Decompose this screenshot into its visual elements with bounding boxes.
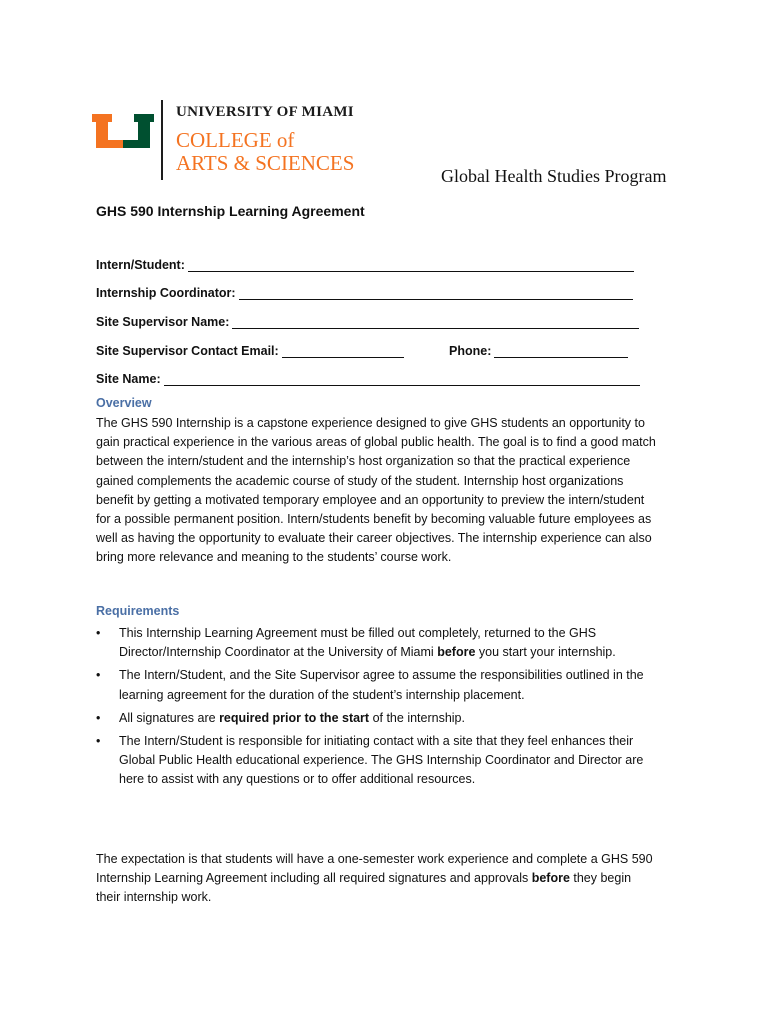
- bullet-icon: •: [96, 626, 101, 640]
- college-name-line1: COLLEGE of: [176, 128, 295, 152]
- logo-base-green: [123, 140, 150, 148]
- logo-divider: [161, 100, 163, 180]
- bullet-icon: •: [96, 710, 101, 725]
- overview-paragraph: The GHS 590 Internship is a capstone experience designed to give GHS students an opportunity to gain practical experience in the various areas of global public health. The goal is to find a good match between the intern/student and the internship’s host organization so that the practical experience gained complements the academic course of study of the student. Internship host organizations benefit by getting a motivated temporary employee and an opportunity to preview the intern/student for a possible permanent position. Intern/students benefit by becoming valuable future employees as well as having the opportunity to evaluate their career objectives. The internship experience can also bring more relevance and meaning to the students’ course work.: [96, 416, 656, 565]
- overview-heading: Overview: [96, 396, 152, 410]
- site-supervisor-name-field: [96, 311, 639, 329]
- list-item: • All signatures are required prior to the start of the internship.: [96, 709, 656, 728]
- list-item: • The Intern/Student is responsible for initiating contact with a site that they feel enhances their Global Public Health educational experience. The GHS Internship Coordinator and Director are here to assist with any questions or to offer additional resources.: [96, 733, 644, 787]
- site-name-line[interactable]: [164, 371, 640, 386]
- university-u-logo: [92, 110, 154, 150]
- phone-field: [449, 340, 628, 358]
- intern-student-field: [96, 254, 634, 272]
- internship-coordinator-label: Internship Coordinator:: [96, 286, 236, 300]
- logo-base-orange: [96, 140, 123, 148]
- program-name: Global Health Studies Program: [441, 166, 667, 186]
- supervisor-email-line[interactable]: [282, 343, 404, 358]
- site-name-label: Site Name:: [96, 372, 161, 386]
- phone-label: Phone:: [449, 344, 492, 358]
- requirements-heading: Requirements: [96, 604, 180, 618]
- list-item: • The Intern/Student, and the Site Supervisor agree to assume the responsibilities outlined in the learning agreement for the duration of the student’s internship placement.: [96, 668, 644, 702]
- requirements-list: [96, 624, 656, 793]
- college-name-line2: ARTS & SCIENCES: [176, 151, 355, 175]
- intern-student-line[interactable]: [188, 257, 634, 272]
- site-supervisor-name-line[interactable]: [232, 314, 639, 329]
- phone-line[interactable]: [494, 343, 628, 358]
- list-item: • This Internship Learning Agreement must be filled out completely, returned to the GHS Director/Internship Coordinator at the University of Miami before you start your internship.: [96, 626, 616, 660]
- internship-coordinator-line[interactable]: [239, 285, 633, 300]
- supervisor-email-label: Site Supervisor Contact Email:: [96, 344, 279, 358]
- document-title: GHS 590 Internship Learning Agreement: [96, 203, 365, 219]
- site-supervisor-name-label: Site Supervisor Name:: [96, 315, 230, 329]
- university-name: UNIVERSITY OF MIAMI: [176, 104, 354, 120]
- supervisor-email-field: [96, 340, 404, 358]
- bullet-icon: •: [96, 668, 101, 683]
- site-name-field: [96, 368, 640, 386]
- internship-coordinator-field: [96, 282, 633, 300]
- intern-student-label: Intern/Student:: [96, 258, 185, 272]
- expectation-paragraph: The expectation is that students will have a one-semester work experience and complete a GHS 590 Internship Learning Agreement including all required signatures and approvals before they begin their internship work.: [96, 852, 653, 905]
- bullet-icon: •: [96, 733, 101, 748]
